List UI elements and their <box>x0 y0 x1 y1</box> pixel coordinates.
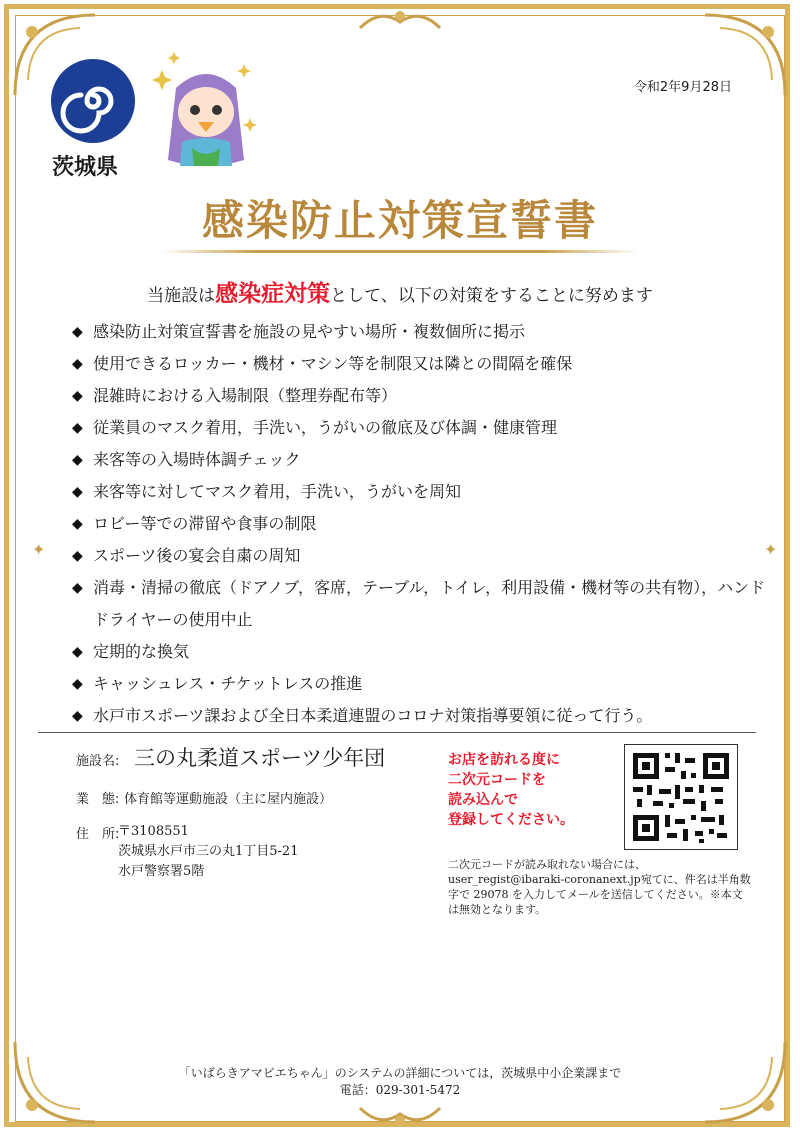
measure-item: ◆ 水戸市スポーツ課および全日本柔道連盟のコロナ対策指導要領に従って行う。 <box>72 700 772 732</box>
business-type-label: 業 態: <box>76 792 120 807</box>
ibaraki-prefecture-logo <box>50 58 136 144</box>
qr-code[interactable] <box>624 744 738 850</box>
measure-item: ◆ 感染防止対策宣誓書を施設の見やすい場所・複数個所に掲示 <box>72 316 772 348</box>
measure-item: ◆ 来客等の入場時体調チェック <box>72 444 772 476</box>
right-star-ornament: ✦ <box>764 540 778 559</box>
prefecture-name: 茨城県 <box>52 155 119 180</box>
measure-item: ◆ ロビー等での滞留や食事の制限 <box>72 508 772 540</box>
footer-phone: 電話：029-301-5472 <box>339 1083 461 1097</box>
measure-item: ◆ 消毒・清掃の徹底（ドアノブ，客席，テーブル，トイレ，利用設備・機材等の共有物），ハンドドライヤーの使用中止 <box>72 572 772 636</box>
facility-name-label: 施設名: <box>76 754 120 769</box>
postal-code: 〒3108551 <box>118 824 189 839</box>
qr-fallback-note: 二次元コードが読み取れない場合には、user_regist@ibaraki-coronanext.jp宛てに、件名は半角数字で 29078 を入力してメールを送信してください。※本文は無効となります。 <box>448 858 751 916</box>
left-star-ornament: ✦ <box>32 540 46 559</box>
measure-item: ◆ 定期的な換気 <box>72 636 772 668</box>
facility-name: 三の丸柔道スポーツ少年団 <box>134 746 386 770</box>
cta-line: お店を訪れる度に <box>448 752 560 768</box>
section-divider <box>38 732 756 733</box>
lead-sentence <box>0 275 800 308</box>
address-label: 住 所: <box>76 827 120 842</box>
address-block <box>118 822 298 882</box>
measure-item: ◆ スポーツ後の宴会自粛の周知 <box>72 540 772 572</box>
measure-item: ◆ 使用できるロッカー・機材・マシン等を制限又は隣との間隔を確保 <box>72 348 772 380</box>
amabie-mascot-icon <box>148 48 263 173</box>
measure-item: ◆ 混雑時における入場制限（整理券配布等） <box>72 380 772 412</box>
lead-after: として、以下の対策をすることに努めます <box>330 286 653 306</box>
cta-line: 読み込んで <box>448 792 518 808</box>
address-line-2: 水戸警察署5階 <box>118 864 205 879</box>
lead-highlight: 感染症対策 <box>215 281 331 307</box>
measure-item: ◆ 従業員のマスク着用，手洗い，うがいの徹底及び体調・健康管理 <box>72 412 772 444</box>
address-line: 茨城県水戸市三の丸1丁目5-21 <box>118 844 299 859</box>
cta-line: 二次元コードを <box>448 772 546 788</box>
document-date: 令和2年9月28日 <box>633 80 732 95</box>
bottom-crown-ornament <box>350 1100 450 1130</box>
footer-contact-info: 「いばらきアマビエちゃん」のシステムの詳細については，茨城県中小企業課まで <box>178 1066 622 1080</box>
measure-item: ◆ 来客等に対してマスク着用，手洗い，うがいを周知 <box>72 476 772 508</box>
business-type: 体育館等運動施設（主に屋内施設） <box>124 792 333 807</box>
lead-before: 当施設は <box>147 286 216 306</box>
title-underline <box>160 250 638 253</box>
measures-list <box>72 316 772 732</box>
document-title: 感染防止対策宣誓書 <box>201 196 598 245</box>
measure-item: ◆ キャッシュレス・チケットレスの推進 <box>72 668 772 700</box>
top-crown-ornament <box>350 6 450 36</box>
cta-line: 登録してください。 <box>448 812 574 828</box>
qr-call-to-action <box>448 750 598 830</box>
